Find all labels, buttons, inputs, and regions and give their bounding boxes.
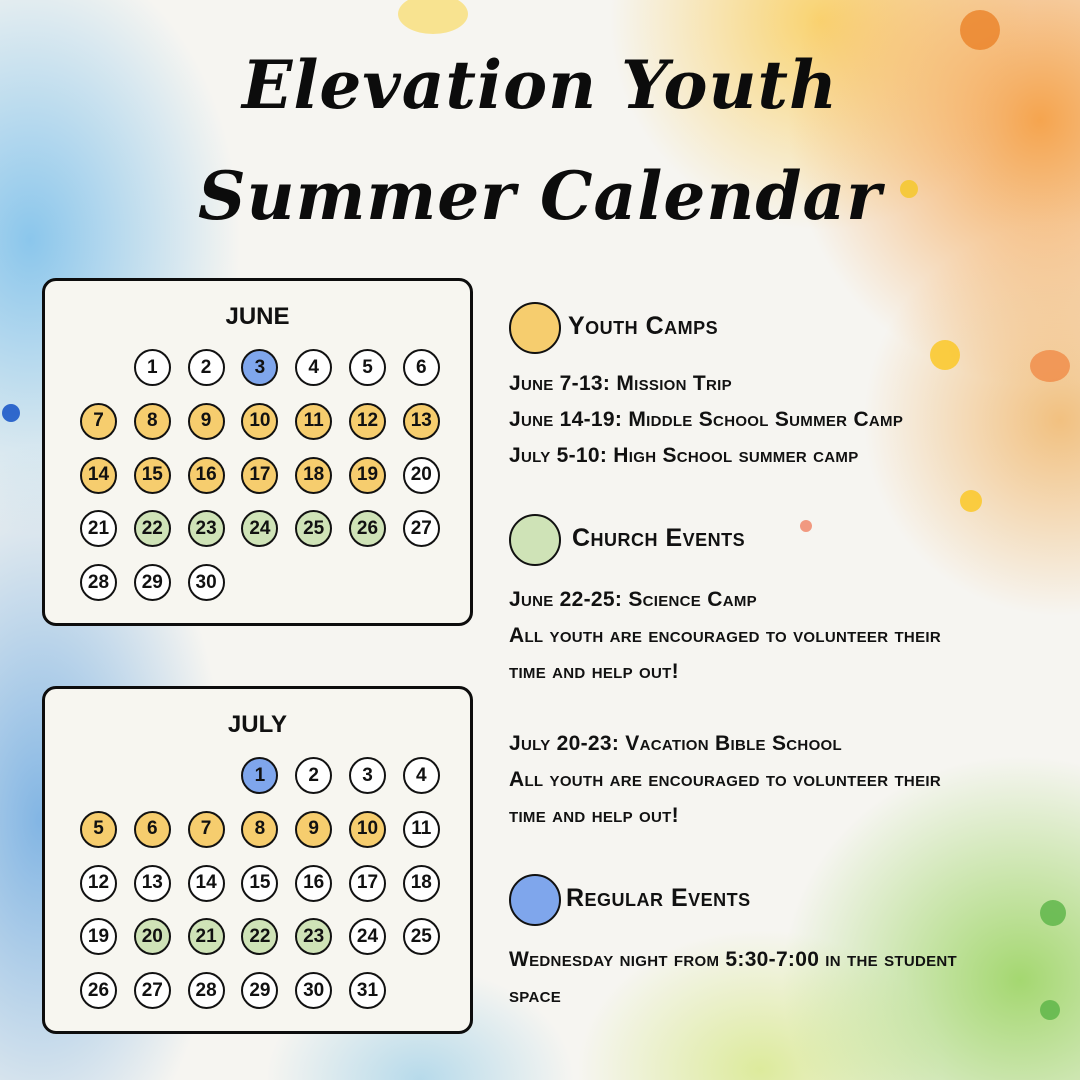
church-events-line: All youth are encouraged to volunteer their (509, 768, 941, 791)
calendar-day: 27 (134, 972, 171, 1009)
paint-splatter (2, 404, 20, 422)
calendar-day: 2 (188, 349, 225, 386)
calendar-day: 27 (403, 510, 440, 547)
calendar-day: 19 (80, 918, 117, 955)
calendar-day: 9 (295, 811, 332, 848)
calendar-day: 21 (188, 918, 225, 955)
calendar-day: 14 (80, 457, 117, 494)
calendar-day: 10 (349, 811, 386, 848)
calendar-day: 26 (80, 972, 117, 1009)
calendar-day: 28 (188, 972, 225, 1009)
regular-events-details (509, 942, 1049, 1014)
paint-splatter (398, 0, 468, 34)
month-label-july: JULY (227, 711, 288, 738)
calendar-day: 23 (188, 510, 225, 547)
calendar-day: 17 (241, 457, 278, 494)
calendar-day: 5 (349, 349, 386, 386)
calendar-day: 4 (295, 349, 332, 386)
calendar-day: 11 (403, 811, 440, 848)
calendar-day: 25 (403, 918, 440, 955)
calendar-day: 1 (134, 349, 171, 386)
calendar-day: 15 (134, 457, 171, 494)
calendar-day: 7 (80, 403, 117, 440)
june-calendar (42, 278, 473, 626)
calendar-day: 29 (134, 564, 171, 601)
church-events-title: Church Events (572, 524, 746, 552)
calendar-day: 6 (134, 811, 171, 848)
calendar-day: 12 (349, 403, 386, 440)
calendar-day: 8 (134, 403, 171, 440)
church-events-line: June 22-25: Science Camp (509, 588, 757, 611)
regular-events-title: Regular Events (566, 884, 751, 912)
calendar-day: 24 (349, 918, 386, 955)
paint-splatter (960, 490, 982, 512)
calendar-day: 31 (349, 972, 386, 1009)
calendar-day: 18 (295, 457, 332, 494)
calendar-day: 3 (349, 757, 386, 794)
church-events-details-1 (509, 582, 1049, 690)
calendar-day: 23 (295, 918, 332, 955)
calendar-day: 13 (134, 865, 171, 902)
calendar-day: 18 (403, 865, 440, 902)
calendar-day: 4 (403, 757, 440, 794)
youth-camps-line: July 5-10: High School summer camp (509, 444, 859, 467)
calendar-day: 29 (241, 972, 278, 1009)
calendar-day: 11 (295, 403, 332, 440)
calendar-day: 30 (188, 564, 225, 601)
paint-splatter (1040, 900, 1066, 926)
calendar-day: 16 (295, 865, 332, 902)
calendar-day: 14 (188, 865, 225, 902)
paint-splatter (960, 10, 1000, 50)
regular-events-color-dot (509, 874, 561, 926)
church-events-line: All youth are encouraged to volunteer their (509, 624, 941, 647)
youth-camps-color-dot (509, 302, 561, 354)
paint-splatter (800, 520, 812, 532)
june-day-grid (80, 349, 457, 618)
july-day-grid (80, 757, 457, 1026)
calendar-day: 10 (241, 403, 278, 440)
calendar-day: 16 (188, 457, 225, 494)
church-events-line: July 20-23: Vacation Bible School (509, 732, 842, 755)
calendar-day: 2 (295, 757, 332, 794)
calendar-day: 25 (295, 510, 332, 547)
month-label-june: JUNE (225, 303, 290, 330)
youth-camps-line: June 7-13: Mission Trip (509, 372, 732, 395)
calendar-day: 5 (80, 811, 117, 848)
calendar-day: 20 (134, 918, 171, 955)
regular-events-line: Wednesday night from 5:30-7:00 in the student (509, 948, 958, 971)
regular-events-line: space (509, 984, 562, 1007)
calendar-day: 22 (241, 918, 278, 955)
calendar-day: 7 (188, 811, 225, 848)
page-title-line-1: Elevation Youth (242, 46, 838, 124)
calendar-day: 26 (349, 510, 386, 547)
page-title-line-2: Summer Calendar (197, 157, 883, 235)
calendar-day: 9 (188, 403, 225, 440)
church-events-line: time and help out! (509, 660, 679, 683)
calendar-day: 12 (80, 865, 117, 902)
calendar-day: 13 (403, 403, 440, 440)
july-calendar (42, 686, 473, 1034)
calendar-day: 19 (349, 457, 386, 494)
calendar-day: 1 (241, 757, 278, 794)
calendar-day: 21 (80, 510, 117, 547)
calendar-day: 30 (295, 972, 332, 1009)
calendar-day: 17 (349, 865, 386, 902)
calendar-day: 15 (241, 865, 278, 902)
calendar-day: 8 (241, 811, 278, 848)
calendar-day: 22 (134, 510, 171, 547)
youth-camps-details (509, 366, 1049, 474)
calendar-day: 28 (80, 564, 117, 601)
youth-camps-line: June 14-19: Middle School Summer Camp (509, 408, 904, 431)
church-events-color-dot (509, 514, 561, 566)
calendar-day: 3 (241, 349, 278, 386)
church-events-details-2 (509, 726, 1049, 834)
calendar-day: 24 (241, 510, 278, 547)
youth-camps-title: Youth Camps (568, 312, 719, 340)
church-events-line: time and help out! (509, 804, 679, 827)
calendar-day: 20 (403, 457, 440, 494)
calendar-day: 6 (403, 349, 440, 386)
